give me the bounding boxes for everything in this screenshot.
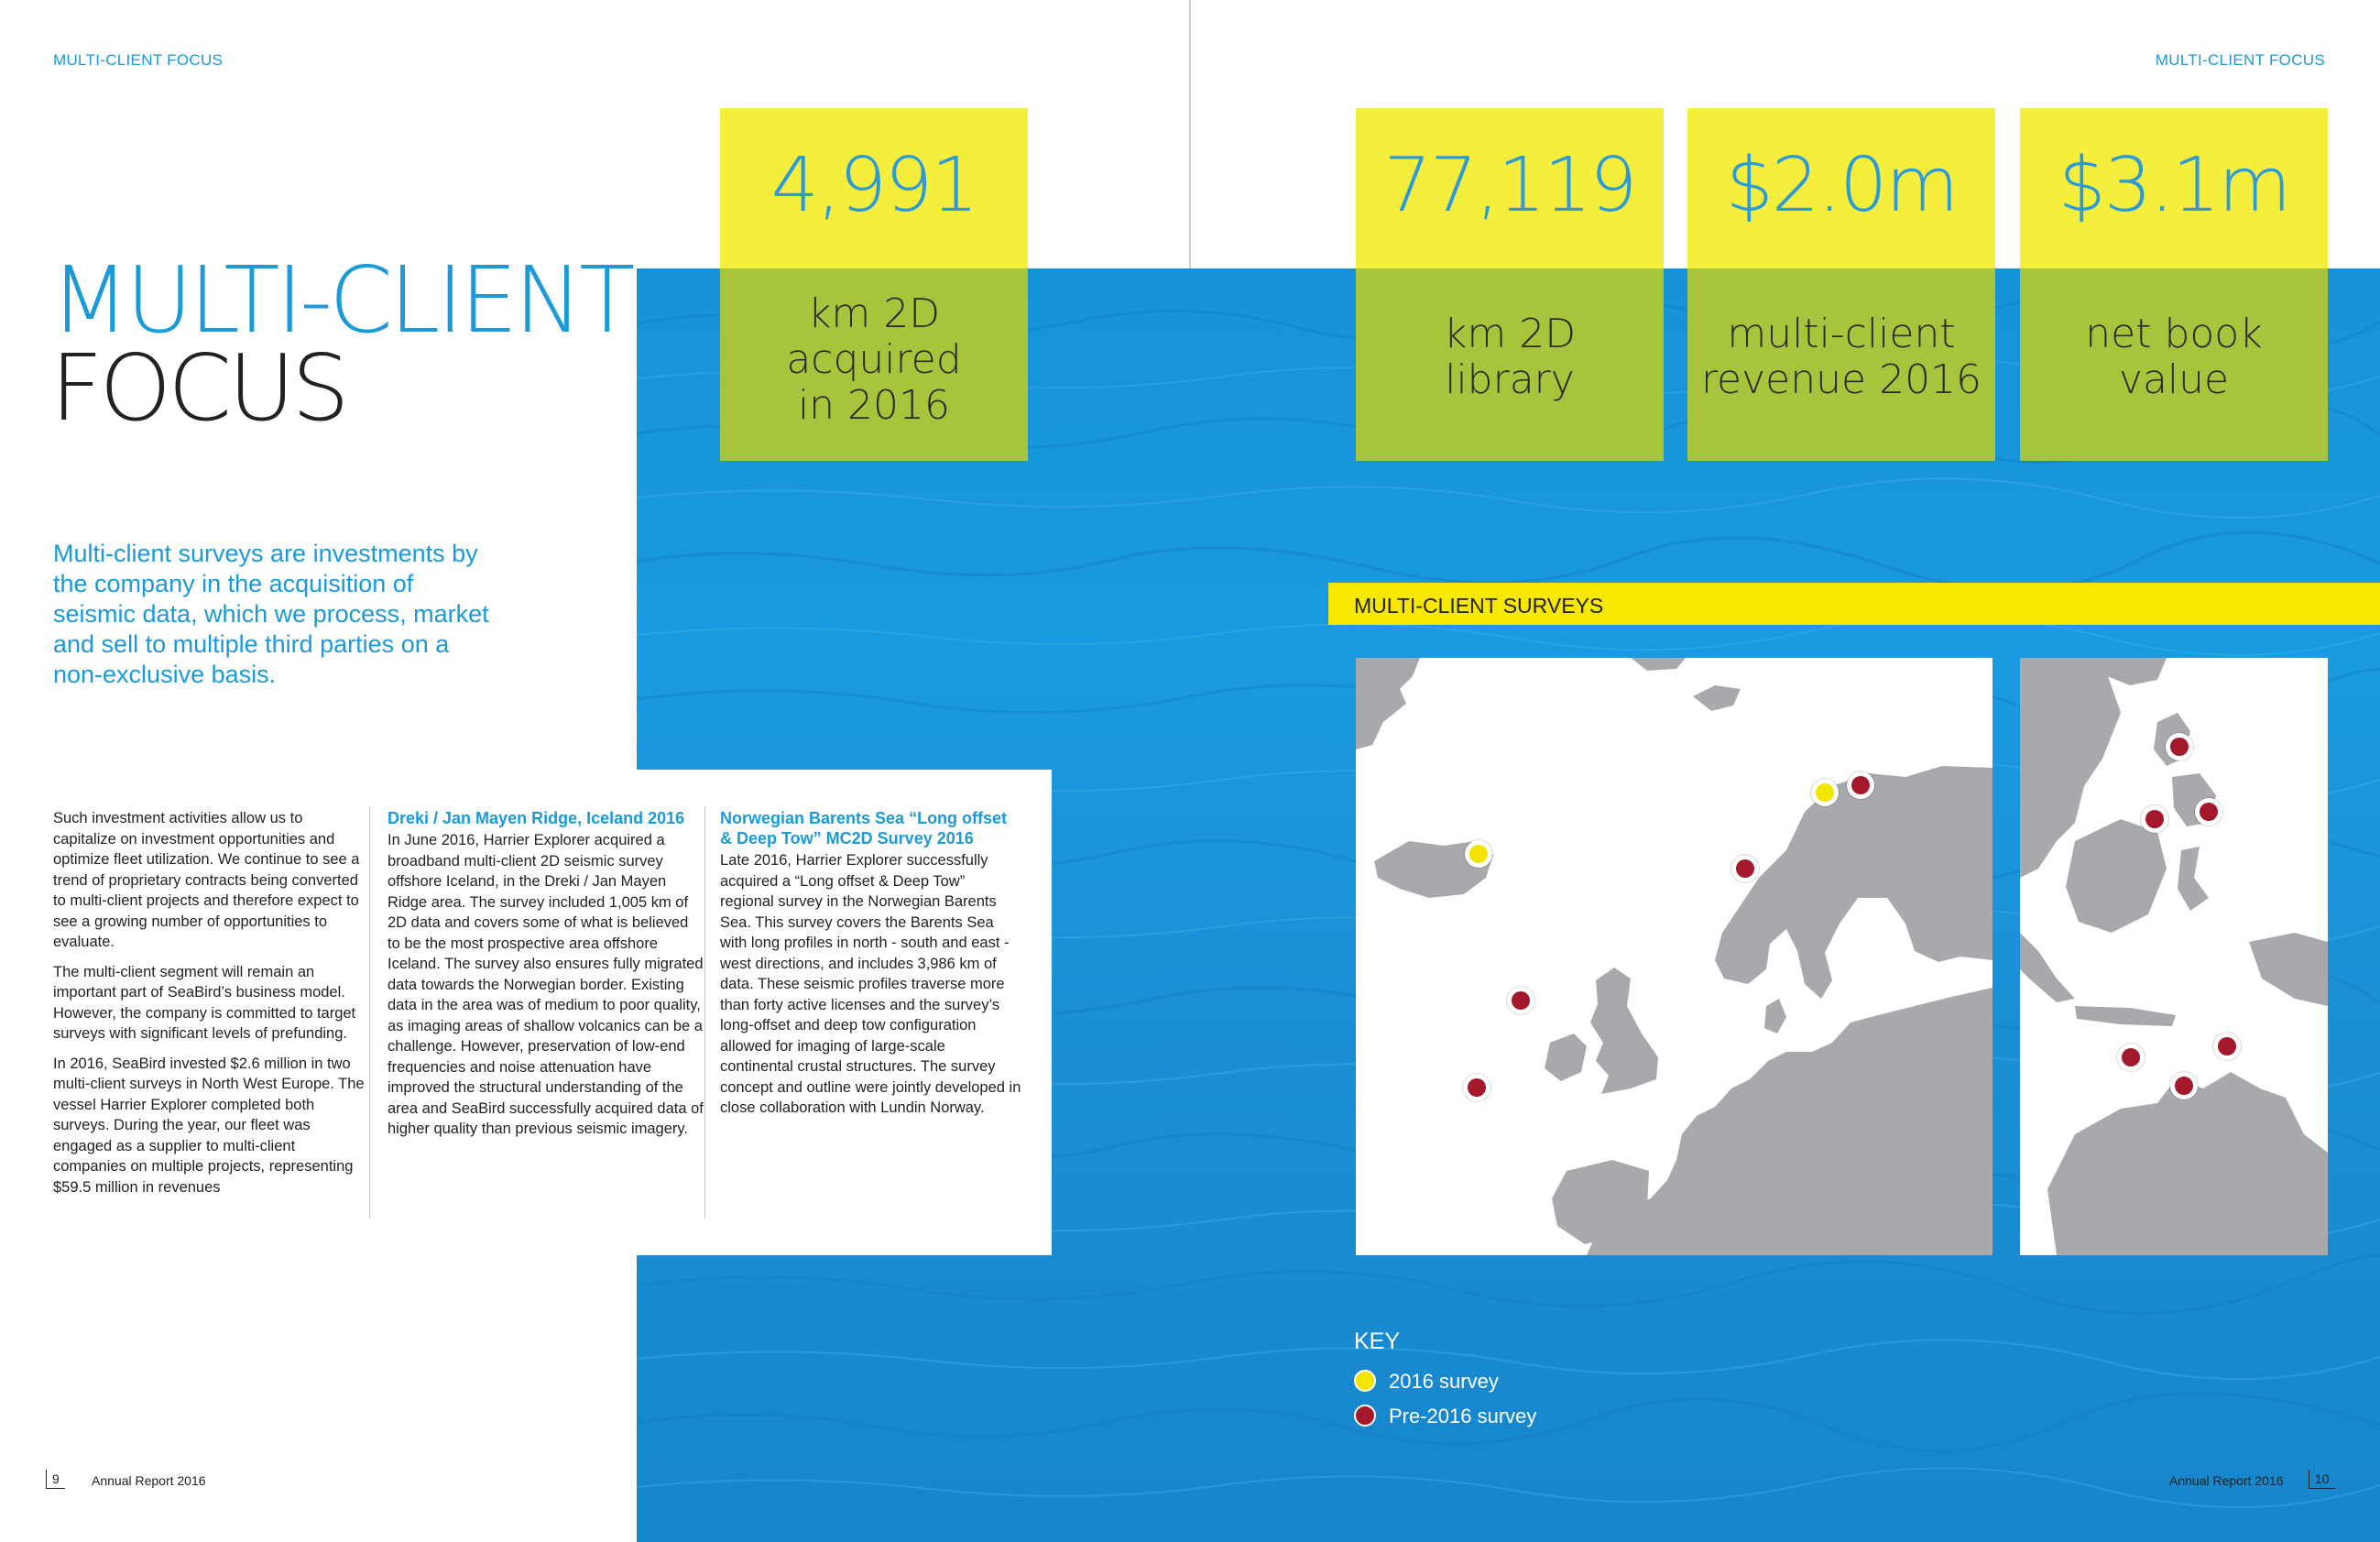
survey-marker-2016	[1811, 779, 1839, 806]
survey-marker-2016	[1465, 840, 1492, 868]
text-column-3	[720, 808, 1022, 1128]
europe-map-graphic	[1356, 658, 1992, 1255]
stat-value: 4,991	[770, 142, 977, 229]
column3-heading: Norwegian Barents Sea “Long offset & Deep Tow” MC2D Survey 2016	[720, 809, 1008, 848]
stat-label-line: km 2D	[1443, 311, 1577, 357]
survey-marker-pre2016	[2117, 1044, 2145, 1071]
stat-label-line: acquired	[786, 336, 962, 383]
stat-label	[2020, 312, 2328, 403]
survey-marker-pre2016	[1463, 1074, 1490, 1101]
title-line-2: FOCUS	[50, 334, 346, 442]
page-spine	[1189, 0, 1191, 268]
key-row-2016	[1354, 1370, 1499, 1394]
survey-marker-pre2016	[2166, 733, 2193, 760]
yellow-dot-icon	[1354, 1370, 1376, 1392]
red-dot-icon	[1354, 1405, 1376, 1427]
stat-label-line: in 2016	[797, 382, 951, 429]
key-row-pre2016	[1354, 1405, 1536, 1428]
stat-label	[1687, 312, 1995, 403]
survey-marker-pre2016	[1731, 855, 1759, 882]
survey-marker-pre2016	[2213, 1033, 2241, 1060]
column1-paragraph-3: In 2016, SeaBird invested $2.6 million in two multi-client surveys in North West Europe. The vessel Harrier Explorer completed both surveys. During the year, our fleet was engaged as a supplier to multi-client companies on multiple projects, representing $59.5 million in revenues	[53, 1055, 365, 1196]
left-page-header: MULTI-CLIENT FOCUS	[53, 51, 224, 69]
left-page-number: 9	[46, 1470, 65, 1489]
stat-label-line: value	[2118, 356, 2230, 403]
surveys-section-title: MULTI-CLIENT SURVEYS	[1354, 594, 1604, 618]
stat-label-line: revenue 2016	[1700, 356, 1982, 403]
survey-marker-pre2016	[1507, 987, 1534, 1014]
stat-box-book-value	[2020, 108, 2328, 461]
survey-marker-pre2016	[2170, 1072, 2198, 1099]
text-column-2	[388, 808, 704, 1149]
column-divider-1	[369, 806, 370, 1219]
stat-value: $2.0m	[1725, 142, 1958, 229]
europe-map	[1356, 658, 1992, 1255]
column-divider-2	[704, 806, 705, 1219]
survey-marker-pre2016	[2141, 805, 2168, 833]
surveys-section-bar	[1328, 583, 2380, 625]
column1-paragraph-2: The multi-client segment will remain an important part of SeaBird’s business model. However, the company is committed to target surveys with significant levels of prefunding.	[53, 963, 356, 1042]
left-footer-text: Annual Report 2016	[92, 1473, 206, 1488]
stat-box-revenue	[1687, 108, 1995, 461]
key-label-2016: 2016 survey	[1389, 1370, 1499, 1393]
right-footer-text: Annual Report 2016	[2169, 1473, 2284, 1488]
stat-label	[1356, 312, 1664, 403]
stat-label	[720, 291, 1028, 429]
survey-marker-pre2016	[2195, 798, 2222, 826]
page-title	[50, 246, 632, 442]
stat-label-line: library	[1445, 356, 1575, 403]
text-column-1	[53, 808, 365, 1207]
stat-box-km-library	[1356, 108, 1664, 461]
title-line-1: MULTI-CLIENT	[50, 246, 632, 354]
key-label-pre2016: Pre-2016 survey	[1389, 1405, 1537, 1427]
stat-label-line: km 2D	[807, 290, 941, 337]
survey-marker-pre2016	[1847, 771, 1874, 799]
key-title: KEY	[1354, 1329, 1401, 1354]
column2-body: In June 2016, Harrier Explorer acquired a broadband multi-client 2D seismic survey offshore Iceland, in the Dreki / Jan Mayen Ridge area. The survey included 1,005 km of 2D data and covers some of what is believed to be the most prospective area offshore Iceland. The survey also ensures fully migrated data towards the Norwegian border. Existing data in the area was of medium to poor quality, as imaging areas of shallow volcanics can be a challenge. However, preservation of low-end frequencies and noise attenuation have improved the structural understanding of the area and SeaBird successfully acquired data of higher quality than previous seismic imagery.	[388, 832, 704, 1137]
stat-value: 77,119	[1383, 142, 1636, 229]
column3-body: Late 2016, Harrier Explorer successfully acquired a “Long offset & Deep Tow” regional survey in the Norwegian Barents Sea. This survey covers the Barents Sea with long profiles in north - south and east - west directions, and includes 3,986 km of data. These seismic profiles traverse more than forty active licenses and the survey’s long-offset and deep tow configuration allowed for imaging of large-scale continental crustal structures. The survey concept and outline were jointly developed in close collaboration with Lundin Norway.	[720, 852, 1021, 1116]
stat-label-line: multi-client	[1727, 311, 1956, 357]
stat-value: $3.1m	[2058, 142, 2290, 229]
right-page-number: 10	[2309, 1470, 2335, 1489]
intro-paragraph: Multi-client surveys are investments by the company in the acquisition of seismic data, which we process, market and sell to multiple third parties on a non-exclusive basis.	[53, 540, 489, 688]
stat-label-line: net book	[2085, 311, 2263, 357]
stat-box-km-acquired	[720, 108, 1028, 461]
right-page-header: MULTI-CLIENT FOCUS	[2155, 51, 2325, 69]
column2-heading: Dreki / Jan Mayen Ridge, Iceland 2016	[388, 809, 685, 827]
column1-paragraph-1: Such investment activities allow us to capitalize on investment opportunities and optimize fleet utilization. We continue to see a trend of proprietary contracts being converted to multi-client projects and therefore expect to see a growing number of opportunities to evaluate.	[53, 810, 360, 950]
